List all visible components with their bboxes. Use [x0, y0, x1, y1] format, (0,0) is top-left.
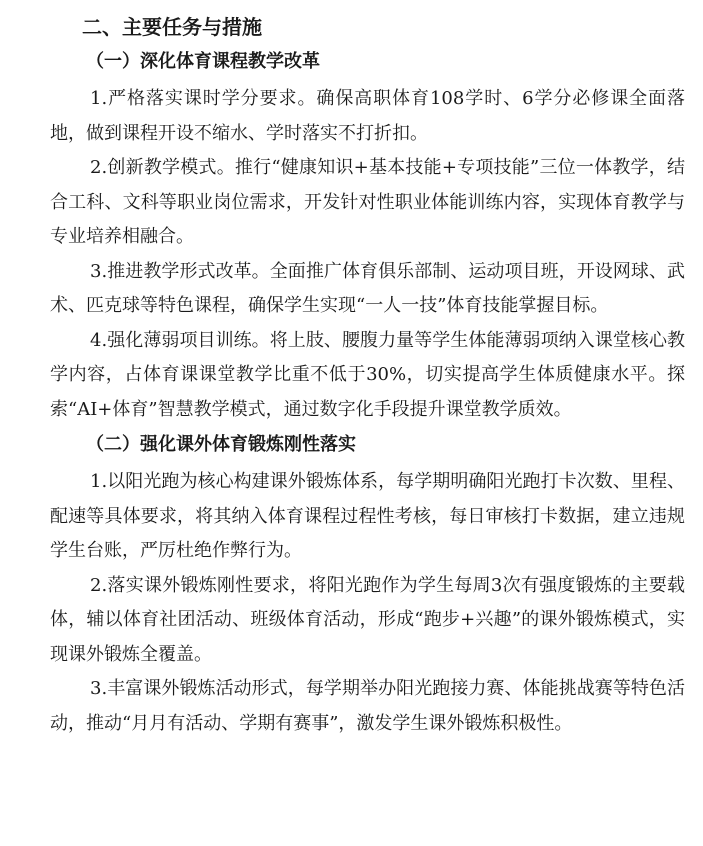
subsection-title-1: （一）深化体育课程教学改革 [86, 51, 320, 72]
subsection-title-2: （二）强化课外体育锻炼刚性落实 [86, 434, 356, 455]
paragraph: 3.推进教学形式改革。全面推广体育俱乐部制、运动项目班，开设网球、武术、匹克球等特色课程，确保学生实现“一人一技”体育技能掌握目标。 [50, 260, 685, 316]
paragraph: 2.创新教学模式。推行“健康知识+基本技能+专项技能”三位一体教学，结合工科、文科等职业岗位需求，开发针对性职业体能训练内容，实现体育教学与专业培养相融合。 [50, 157, 685, 247]
paragraph: 3.丰富课外锻炼活动形式，每学期举办阳光跑接力赛、体能挑战赛等特色活动，推动“月月有活动、学期有赛事”，激发学生课外锻炼积极性。 [50, 678, 685, 734]
paragraph: 1.严格落实课时学分要求。确保高职体育108学时、6学分必修课全面落地，做到课程开设不缩水、学时落实不打折扣。 [50, 88, 685, 144]
paragraph: 2.落实课外锻炼刚性要求，将阳光跑作为学生每周3次有强度锻炼的主要载体，辅以体育社团活动、班级体育活动，形成“跑步+兴趣”的课外锻炼模式，实现课外锻炼全覆盖。 [50, 574, 685, 665]
paragraph: 4.强化薄弱项目训练。将上肢、腰腹力量等学生体能薄弱项纳入课堂核心教学内容，占体育课课堂教学比重不低于30%，切实提高学生体质健康水平。探索“AI+体育”智慧教学模式，通过数字化手段提升课堂教学质效。 [50, 329, 685, 420]
section-heading: 二、主要任务与措施 [82, 15, 262, 39]
paragraph: 1.以阳光跑为核心构建课外锻炼体系，每学期明确阳光跑打卡次数、里程、配速等具体要求，将其纳入体育课程过程性考核，每日审核打卡数据，建立违规学生台账，严厉杜绝作弊行为。 [50, 471, 685, 561]
